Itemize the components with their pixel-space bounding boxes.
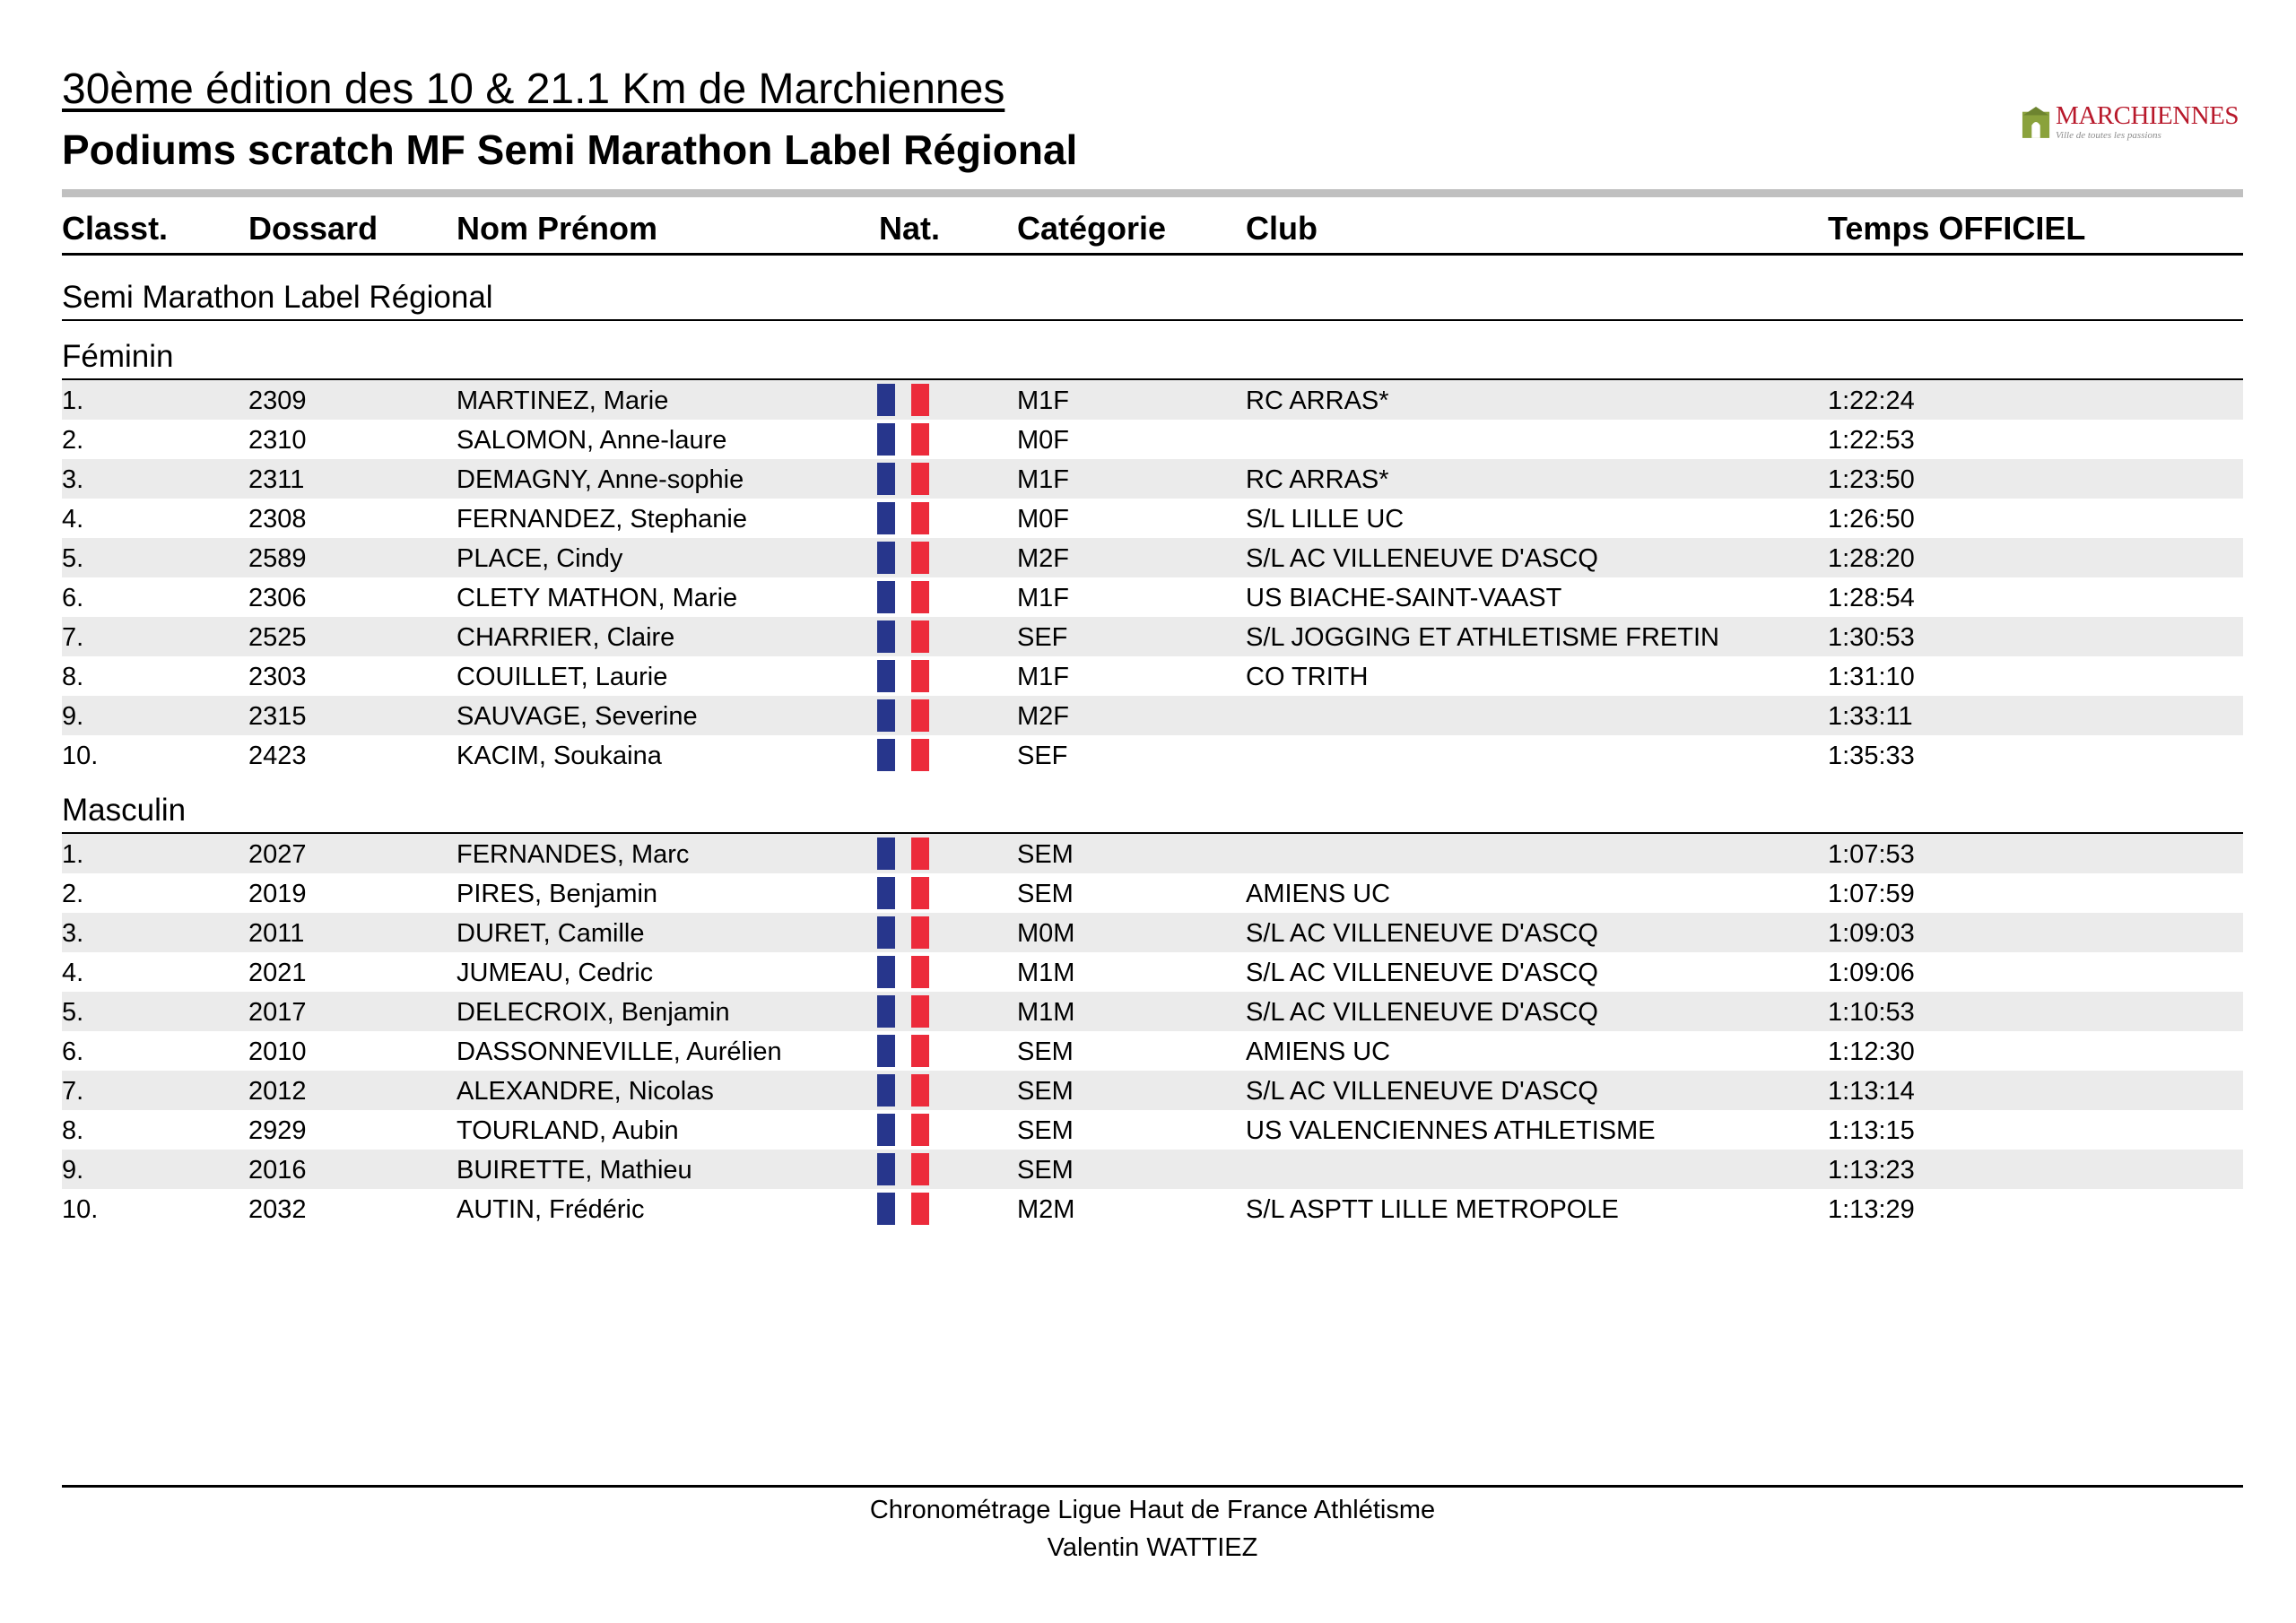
- column-header-category: Catégorie: [1017, 210, 1167, 247]
- document-subtitle: Podiums scratch MF Semi Marathon Label Régional: [62, 126, 1078, 173]
- france-flag-icon: [877, 1035, 931, 1067]
- category-cell: SEM: [1017, 1077, 1074, 1106]
- time-cell: 1:28:54: [1828, 584, 1915, 612]
- footer-divider: [62, 1485, 2243, 1488]
- results-table-masculin: [62, 834, 2243, 1228]
- time-cell: 1:09:03: [1828, 919, 1915, 948]
- logo-name: MARCHIENNES: [2056, 101, 2239, 130]
- club-cell: S/L AC VILLENEUVE D'ASCQ: [1246, 919, 1598, 948]
- name-cell: KACIM, Soukaina: [457, 742, 662, 770]
- table-row: [62, 1071, 2243, 1110]
- time-cell: 1:28:20: [1828, 544, 1915, 573]
- bib-cell: 2311: [248, 465, 305, 494]
- rank-cell: 5.: [62, 998, 84, 1027]
- rank-cell: 7.: [62, 1077, 84, 1106]
- rank-cell: 6.: [62, 1037, 84, 1066]
- rank-cell: 1.: [62, 840, 84, 869]
- name-cell: DURET, Camille: [457, 919, 645, 948]
- club-cell: AMIENS UC: [1246, 1037, 1391, 1066]
- france-flag-icon: [877, 739, 931, 771]
- club-cell: S/L AC VILLENEUVE D'ASCQ: [1246, 998, 1598, 1027]
- time-cell: 1:09:06: [1828, 959, 1915, 987]
- time-cell: 1:07:59: [1828, 880, 1915, 908]
- name-cell: CHARRIER, Claire: [457, 623, 675, 652]
- france-flag-icon: [877, 838, 931, 870]
- club-cell: US VALENCIENNES ATHLETISME: [1246, 1116, 1656, 1145]
- category-cell: M1F: [1017, 584, 1069, 612]
- club-cell: S/L AC VILLENEUVE D'ASCQ: [1246, 544, 1598, 573]
- group-title-masculin: [62, 793, 2243, 834]
- club-cell: CO TRITH: [1246, 663, 1369, 691]
- category-cell: M2M: [1017, 1195, 1075, 1224]
- table-row: [62, 538, 2243, 577]
- category-cell: M1F: [1017, 386, 1069, 415]
- bib-cell: 2027: [248, 840, 307, 869]
- name-cell: DEMAGNY, Anne-sophie: [457, 465, 744, 494]
- table-row: [62, 1150, 2243, 1189]
- club-cell: S/L LILLE UC: [1246, 505, 1405, 534]
- name-cell: PLACE, Cindy: [457, 544, 623, 573]
- footer-timing-credit: Chronométrage Ligue Haut de France Athlétisme: [869, 1496, 1436, 1524]
- category-cell: SEM: [1017, 840, 1074, 869]
- rank-cell: 2.: [62, 426, 84, 455]
- category-cell: M1F: [1017, 465, 1069, 494]
- france-flag-icon: [877, 699, 931, 732]
- france-flag-icon: [877, 1074, 931, 1107]
- category-cell: M0F: [1017, 505, 1069, 534]
- club-cell: S/L AC VILLENEUVE D'ASCQ: [1246, 959, 1598, 987]
- category-cell: SEM: [1017, 1156, 1074, 1185]
- footer-author: Valentin WATTIEZ: [1047, 1533, 1258, 1562]
- group-title-feminin: [62, 339, 2243, 380]
- bib-cell: 2012: [248, 1077, 307, 1106]
- name-cell: DASSONNEVILLE, Aurélien: [457, 1037, 782, 1066]
- logo-tagline: Ville de toutes les passions: [2056, 130, 2161, 141]
- time-cell: 1:13:14: [1828, 1077, 1915, 1106]
- rank-cell: 3.: [62, 465, 84, 494]
- table-row: [62, 577, 2243, 617]
- category-cell: M0F: [1017, 426, 1069, 455]
- time-cell: 1:13:23: [1828, 1156, 1915, 1185]
- club-cell: RC ARRAS*: [1246, 386, 1389, 415]
- town-logo-icon: [2022, 104, 2050, 140]
- club-cell: S/L AC VILLENEUVE D'ASCQ: [1246, 1077, 1598, 1106]
- bib-cell: 2010: [248, 1037, 307, 1066]
- results-table-feminin: [62, 380, 2243, 775]
- time-cell: 1:13:29: [1828, 1195, 1915, 1224]
- table-row: [62, 1110, 2243, 1150]
- bib-cell: 2016: [248, 1156, 307, 1185]
- france-flag-icon: [877, 463, 931, 495]
- france-flag-icon: [877, 581, 931, 613]
- rank-cell: 2.: [62, 880, 84, 908]
- column-header-nat: Nat.: [879, 210, 941, 247]
- column-header-bib: Dossard: [248, 210, 378, 247]
- time-cell: 1:26:50: [1828, 505, 1915, 534]
- rank-cell: 1.: [62, 386, 84, 415]
- table-row: [62, 696, 2243, 735]
- rank-cell: 4.: [62, 959, 84, 987]
- table-row: [62, 656, 2243, 696]
- rank-cell: 3.: [62, 919, 84, 948]
- time-cell: 1:22:24: [1828, 386, 1915, 415]
- category-cell: SEM: [1017, 1037, 1074, 1066]
- table-row: [62, 873, 2243, 913]
- table-row: [62, 992, 2243, 1031]
- bib-cell: 2019: [248, 880, 307, 908]
- name-cell: PIRES, Benjamin: [457, 880, 658, 908]
- time-cell: 1:22:53: [1828, 426, 1915, 455]
- france-flag-icon: [877, 660, 931, 692]
- france-flag-icon: [877, 916, 931, 949]
- category-cell: M2F: [1017, 544, 1069, 573]
- name-cell: CLETY MATHON, Marie: [457, 584, 738, 612]
- rank-cell: 6.: [62, 584, 84, 612]
- category-cell: M0M: [1017, 919, 1075, 948]
- column-header-name: Nom Prénom: [457, 210, 658, 247]
- name-cell: MARTINEZ, Marie: [457, 386, 669, 415]
- column-header-time: Temps OFFICIEL: [1828, 210, 2086, 247]
- rank-cell: 8.: [62, 1116, 84, 1145]
- bib-cell: 2017: [248, 998, 307, 1027]
- bib-cell: 2032: [248, 1195, 307, 1224]
- document-title: 30ème édition des 10 & 21.1 Km de Marchiennes: [62, 65, 1005, 113]
- bib-cell: 2929: [248, 1116, 307, 1145]
- bib-cell: 2589: [248, 544, 307, 573]
- table-row: [62, 420, 2243, 459]
- category-cell: M1M: [1017, 959, 1075, 987]
- time-cell: 1:23:50: [1828, 465, 1915, 494]
- france-flag-icon: [877, 956, 931, 988]
- rank-cell: 10.: [62, 742, 99, 770]
- name-cell: JUMEAU, Cedric: [457, 959, 654, 987]
- category-cell: M2F: [1017, 702, 1069, 731]
- name-cell: ALEXANDRE, Nicolas: [457, 1077, 714, 1106]
- france-flag-icon: [877, 423, 931, 456]
- name-cell: AUTIN, Frédéric: [457, 1195, 645, 1224]
- france-flag-icon: [877, 621, 931, 653]
- rank-cell: 10.: [62, 1195, 99, 1224]
- group-title-text: Féminin: [62, 339, 174, 374]
- group-title-text: Masculin: [62, 793, 187, 828]
- category-cell: M1M: [1017, 998, 1075, 1027]
- bib-cell: 2303: [248, 663, 307, 691]
- time-cell: 1:35:33: [1828, 742, 1915, 770]
- name-cell: SAUVAGE, Severine: [457, 702, 698, 731]
- name-cell: FERNANDES, Marc: [457, 840, 690, 869]
- name-cell: TOURLAND, Aubin: [457, 1116, 679, 1145]
- bib-cell: 2423: [248, 742, 307, 770]
- france-flag-icon: [877, 384, 931, 416]
- name-cell: SALOMON, Anne-laure: [457, 426, 727, 455]
- club-cell: AMIENS UC: [1246, 880, 1391, 908]
- column-headers: [62, 203, 2243, 256]
- name-cell: BUIRETTE, Mathieu: [457, 1156, 692, 1185]
- table-row: [62, 1189, 2243, 1228]
- france-flag-icon: [877, 877, 931, 909]
- table-row: [62, 380, 2243, 420]
- bib-cell: 2525: [248, 623, 307, 652]
- rank-cell: 5.: [62, 544, 84, 573]
- bib-cell: 2309: [248, 386, 307, 415]
- name-cell: DELECROIX, Benjamin: [457, 998, 730, 1027]
- name-cell: FERNANDEZ, Stephanie: [457, 505, 747, 534]
- rank-cell: 9.: [62, 702, 84, 731]
- table-row: [62, 913, 2243, 952]
- rank-cell: 9.: [62, 1156, 84, 1185]
- table-row: [62, 735, 2243, 775]
- marchiennes-logo: [2022, 65, 2239, 179]
- france-flag-icon: [877, 542, 931, 574]
- time-cell: 1:10:53: [1828, 998, 1915, 1027]
- category-cell: M1F: [1017, 663, 1069, 691]
- bib-cell: 2315: [248, 702, 307, 731]
- france-flag-icon: [877, 1193, 931, 1225]
- bib-cell: 2011: [248, 919, 305, 948]
- bib-cell: 2310: [248, 426, 307, 455]
- time-cell: 1:13:15: [1828, 1116, 1915, 1145]
- france-flag-icon: [877, 995, 931, 1028]
- france-flag-icon: [877, 1153, 931, 1185]
- race-title: [62, 274, 2243, 321]
- table-row: [62, 459, 2243, 499]
- table-row: [62, 617, 2243, 656]
- club-cell: US BIACHE-SAINT-VAAST: [1246, 584, 1562, 612]
- table-row: [62, 499, 2243, 538]
- time-cell: 1:12:30: [1828, 1037, 1915, 1066]
- column-header-rank: Classt.: [62, 210, 169, 247]
- france-flag-icon: [877, 502, 931, 534]
- time-cell: 1:07:53: [1828, 840, 1915, 869]
- rank-cell: 4.: [62, 505, 84, 534]
- bib-cell: 2021: [248, 959, 307, 987]
- club-cell: S/L ASPTT LILLE METROPOLE: [1246, 1195, 1619, 1224]
- name-cell: COUILLET, Laurie: [457, 663, 668, 691]
- header-divider: [62, 189, 2243, 197]
- time-cell: 1:33:11: [1828, 702, 1913, 731]
- table-row: [62, 834, 2243, 873]
- race-title-text: Semi Marathon Label Régional: [62, 280, 493, 315]
- category-cell: SEF: [1017, 623, 1068, 652]
- bib-cell: 2306: [248, 584, 307, 612]
- time-cell: 1:30:53: [1828, 623, 1915, 652]
- rank-cell: 7.: [62, 623, 84, 652]
- france-flag-icon: [877, 1114, 931, 1146]
- club-cell: RC ARRAS*: [1246, 465, 1389, 494]
- category-cell: SEM: [1017, 880, 1074, 908]
- table-row: [62, 952, 2243, 992]
- club-cell: S/L JOGGING ET ATHLETISME FRETIN: [1246, 623, 1719, 652]
- rank-cell: 8.: [62, 663, 84, 691]
- category-cell: SEF: [1017, 742, 1068, 770]
- table-row: [62, 1031, 2243, 1071]
- time-cell: 1:31:10: [1828, 663, 1915, 691]
- bib-cell: 2308: [248, 505, 307, 534]
- category-cell: SEM: [1017, 1116, 1074, 1145]
- column-header-club: Club: [1246, 210, 1318, 247]
